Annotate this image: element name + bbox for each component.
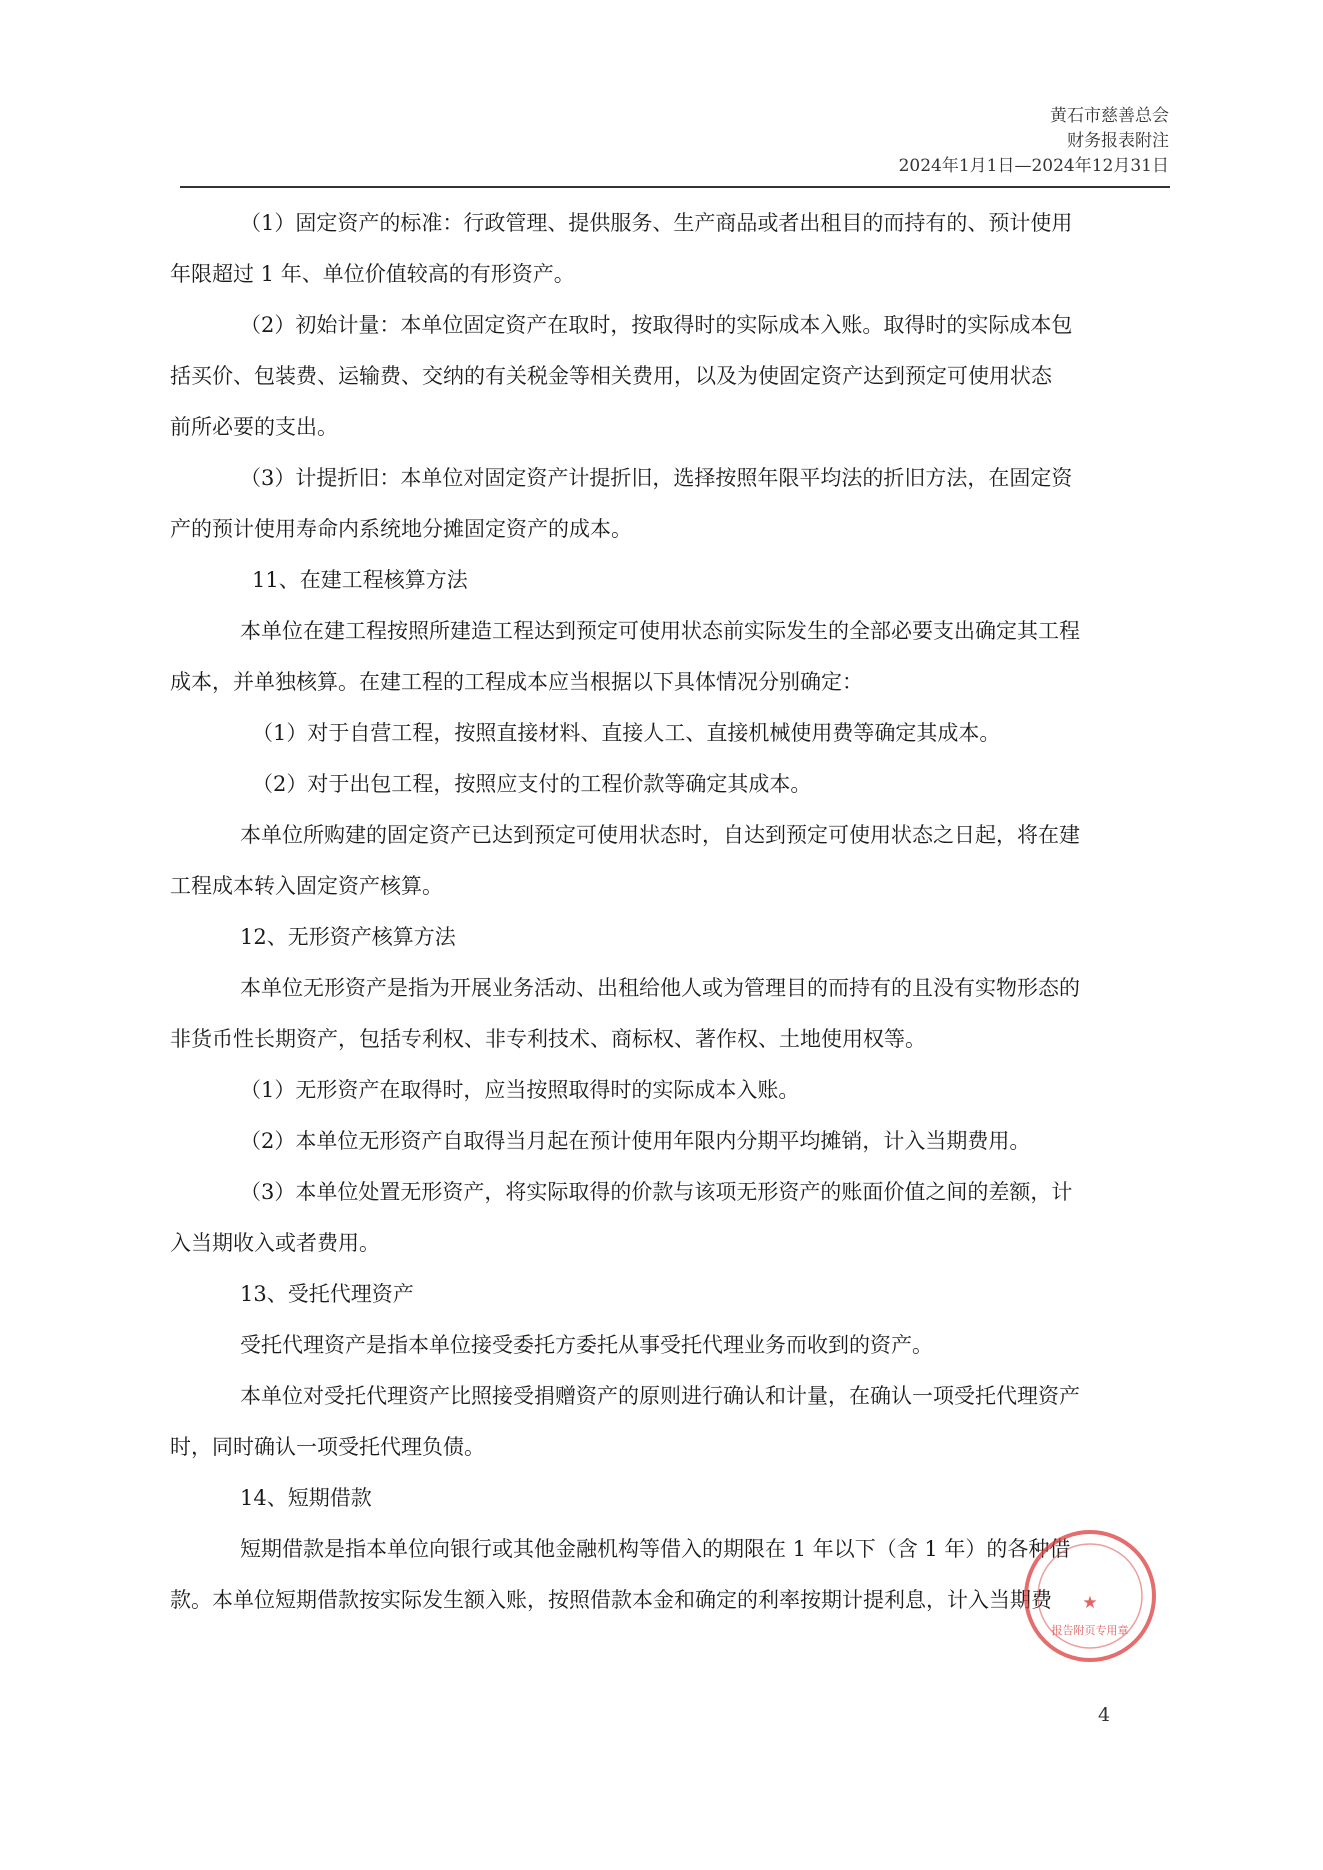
page-header xyxy=(899,104,1169,179)
paragraph: 本单位在建工程按照所建造工程达到预定可使用状态前实际发生的全部必要支出确定其工程 xyxy=(240,619,1080,643)
seal-text: 报告附页专用章 xyxy=(1051,1624,1129,1637)
paragraph: 款。本单位短期借款按实际发生额入账，按照借款本金和确定的利率按期计提利息，计入当期费 xyxy=(170,1588,1052,1612)
paragraph: （1）对于自营工程，按照直接材料、直接人工、直接机械使用费等确定其成本。 xyxy=(252,721,1001,745)
header-rule xyxy=(180,186,1170,188)
header-period: 2024年1月1日—2024年12月31日 xyxy=(898,156,1169,176)
paragraph: 时，同时确认一项受托代理负债。 xyxy=(170,1435,485,1459)
paragraph: （2）初始计量：本单位固定资产在取时，按取得时的实际成本入账。取得时的实际成本包 xyxy=(240,313,1073,337)
paragraph: 受托代理资产是指本单位接受委托方委托从事受托代理业务而收到的资产。 xyxy=(240,1333,933,1357)
section-heading: 14、短期借款 xyxy=(240,1486,372,1510)
paragraph: 括买价、包装费、运输费、交纳的有关税金等相关费用，以及为使固定资产达到预定可使用状态 xyxy=(170,364,1052,388)
section-heading: 11、在建工程核算方法 xyxy=(252,568,468,592)
paragraph: （1）固定资产的标准：行政管理、提供服务、生产商品或者出租目的而持有的、预计使用 xyxy=(240,211,1073,235)
paragraph: （1）无形资产在取得时，应当按照取得时的实际成本入账。 xyxy=(240,1078,800,1102)
paragraph: （2）本单位无形资产自取得当月起在预计使用年限内分期平均摊销，计入当期费用。 xyxy=(240,1129,1031,1153)
paragraph: 年限超过 1 年、单位价值较高的有形资产。 xyxy=(170,262,575,286)
paragraph: （2）对于出包工程，按照应支付的工程价款等确定其成本。 xyxy=(252,772,812,796)
seal-star-icon: ★ xyxy=(1082,1593,1098,1613)
document-body xyxy=(170,198,1170,1626)
paragraph: 成本，并单独核算。在建工程的工程成本应当根据以下具体情况分别确定： xyxy=(170,670,863,694)
header-org: 黄石市慈善总会 xyxy=(1050,106,1169,126)
paragraph: 非货币性长期资产，包括专利权、非专利技术、商标权、著作权、土地使用权等。 xyxy=(170,1027,926,1051)
seal-graphic xyxy=(1024,1530,1156,1662)
paragraph: 产的预计使用寿命内系统地分摊固定资产的成本。 xyxy=(170,517,632,541)
official-seal xyxy=(1024,1530,1156,1662)
page-number: 4 xyxy=(1098,1704,1111,1726)
paragraph: （3）本单位处置无形资产，将实际取得的价款与该项无形资产的账面价值之间的差额，计 xyxy=(240,1180,1073,1204)
paragraph: （3）计提折旧：本单位对固定资产计提折旧，选择按照年限平均法的折旧方法，在固定资 xyxy=(240,466,1073,490)
header-doc-title: 财务报表附注 xyxy=(1067,131,1169,151)
section-heading: 12、无形资产核算方法 xyxy=(240,925,456,949)
paragraph: 前所必要的支出。 xyxy=(170,415,338,439)
section-heading: 13、受托代理资产 xyxy=(240,1282,414,1306)
paragraph: 工程成本转入固定资产核算。 xyxy=(170,874,443,898)
paragraph: 短期借款是指本单位向银行或其他金融机构等借入的期限在 1 年以下（含 1 年）的各种借 xyxy=(240,1537,1071,1561)
paragraph: 入当期收入或者费用。 xyxy=(170,1231,380,1255)
paragraph: 本单位无形资产是指为开展业务活动、出租给他人或为管理目的而持有的且没有实物形态的 xyxy=(240,976,1080,1000)
paragraph: 本单位所购建的固定资产已达到预定可使用状态时，自达到预定可使用状态之日起，将在建 xyxy=(240,823,1080,847)
paragraph: 本单位对受托代理资产比照接受捐赠资产的原则进行确认和计量，在确认一项受托代理资产 xyxy=(240,1384,1080,1408)
